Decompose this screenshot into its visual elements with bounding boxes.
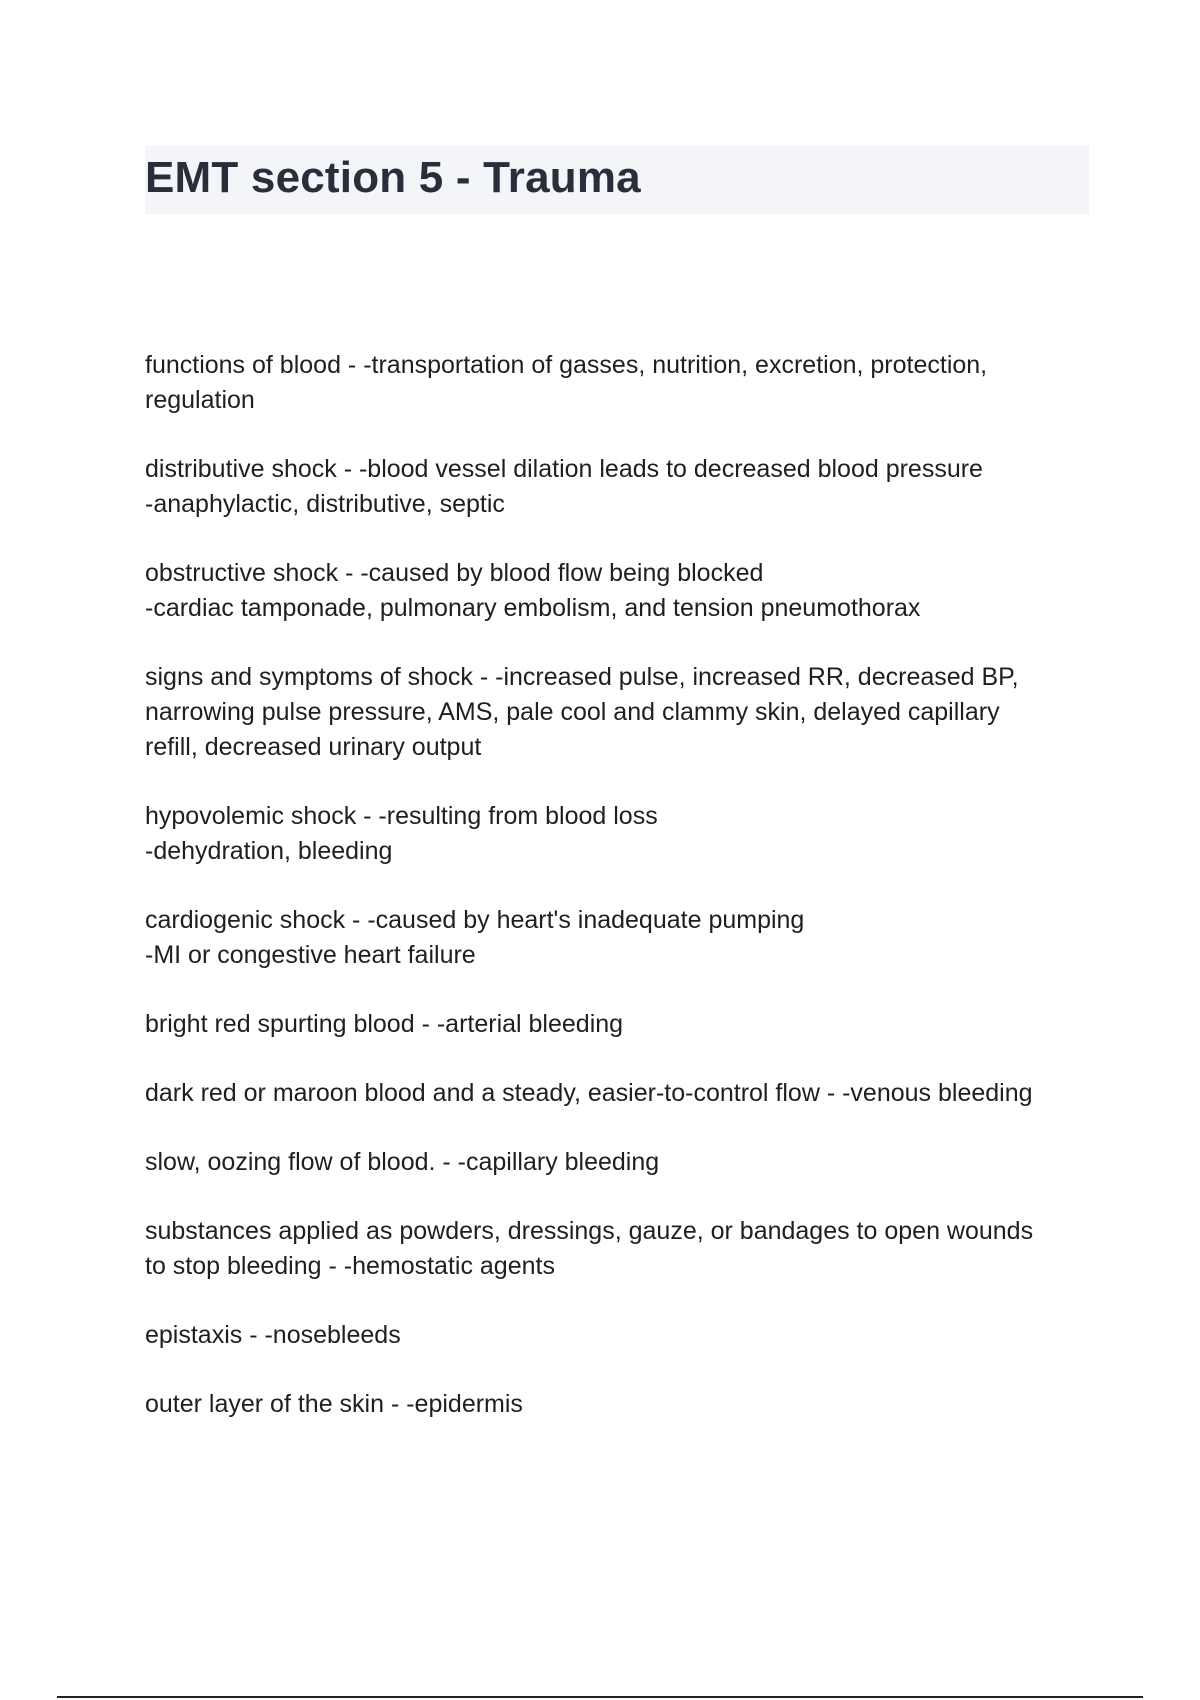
footer-divider — [57, 1696, 1143, 1698]
entry-line: -anaphylactic, distributive, septic — [145, 490, 505, 518]
entry-line: regulation — [145, 386, 255, 414]
list-item — [145, 1214, 1089, 1284]
entry-list — [145, 348, 1089, 1422]
list-item — [145, 556, 1089, 626]
page-title: EMT section 5 - Trauma — [145, 153, 641, 202]
list-item — [145, 452, 1089, 522]
entry-line: refill, decreased urinary output — [145, 733, 482, 761]
entry-line: -dehydration, bleeding — [145, 837, 393, 865]
title-band — [145, 146, 1089, 214]
list-item — [145, 1145, 1089, 1180]
entry-line: -cardiac tamponade, pulmonary embolism, and tension pneumothorax — [145, 594, 921, 622]
list-item — [145, 1318, 1089, 1353]
entry-line: signs and symptoms of shock - -increased pulse, increased RR, decreased BP, — [145, 663, 1019, 691]
list-item — [145, 1387, 1089, 1422]
list-item — [145, 903, 1089, 973]
entry-line: functions of blood - -transportation of gasses, nutrition, excretion, protection, — [145, 351, 988, 379]
entry-line: epistaxis - -nosebleeds — [145, 1321, 401, 1349]
entry-line: narrowing pulse pressure, AMS, pale cool and clammy skin, delayed capillary — [145, 698, 1000, 726]
list-item — [145, 1076, 1089, 1111]
entry-line: distributive shock - -blood vessel dilation leads to decreased blood pressure — [145, 455, 983, 483]
list-item — [145, 799, 1089, 869]
list-item — [145, 1007, 1089, 1042]
entry-line: -MI or congestive heart failure — [145, 941, 476, 969]
entry-line: substances applied as powders, dressings, gauze, or bandages to open wounds — [145, 1217, 1034, 1245]
entry-line: outer layer of the skin - -epidermis — [145, 1390, 523, 1418]
entry-line: bright red spurting blood - -arterial bleeding — [145, 1010, 624, 1038]
list-item — [145, 348, 1089, 418]
entry-line: to stop bleeding - -hemostatic agents — [145, 1252, 555, 1280]
entry-line: dark red or maroon blood and a steady, easier-to-control flow - -venous bleeding — [145, 1079, 1033, 1107]
list-item — [145, 660, 1089, 765]
entry-line: cardiogenic shock - -caused by heart's inadequate pumping — [145, 906, 805, 934]
entry-line: slow, oozing flow of blood. - -capillary bleeding — [145, 1148, 660, 1176]
entry-line: hypovolemic shock - -resulting from blood loss — [145, 802, 658, 830]
entry-line: obstructive shock - -caused by blood flow being blocked — [145, 559, 764, 587]
